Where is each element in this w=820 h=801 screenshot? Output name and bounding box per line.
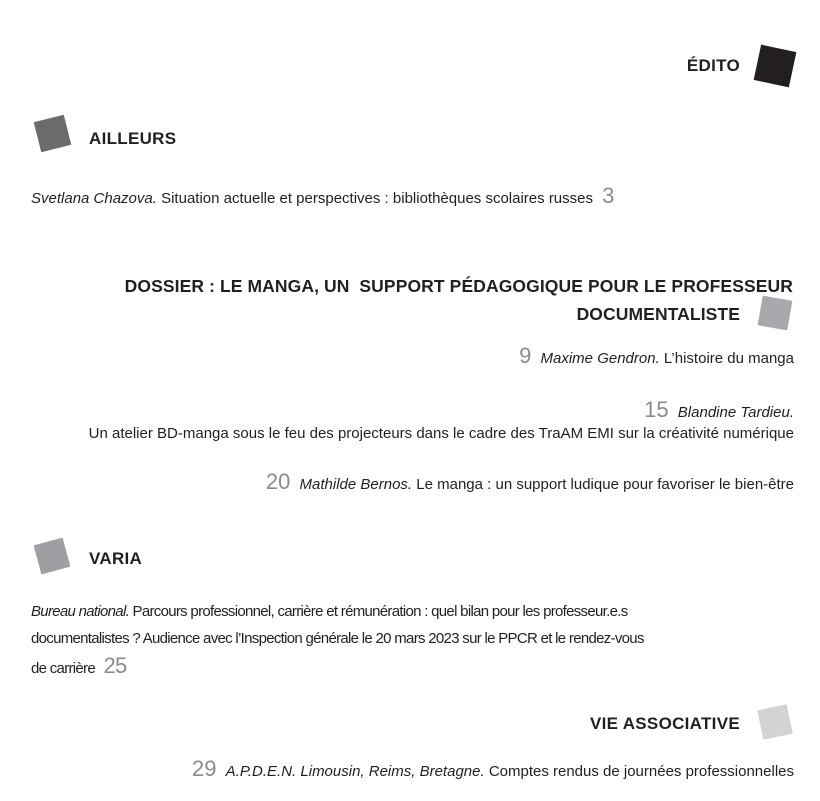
dossier-square-marker [758, 296, 793, 331]
entry-title: Situation actuelle et perspectives : bibliothèques scolaires russes [161, 190, 593, 207]
section-heading-vie-associative: VIE ASSOCIATIVE [590, 714, 740, 733]
toc-entry-dossier-3 [266, 469, 794, 498]
entry-title: Parcours professionnel, carrière et rémunération : quel bilan pour les professeur.e.s [132, 603, 628, 620]
section-heading-dossier-line1: DOSSIER : LE MANGA, UN SUPPORT PÉDAGOGIQUE POUR LE PROFESSEUR [124, 276, 793, 296]
section-heading-dossier-line2: DOCUMENTALISTE [576, 304, 740, 324]
entry-title: de carrière [31, 660, 95, 677]
varia-square-marker [34, 538, 71, 575]
entry-page-number: 9 [519, 343, 532, 368]
entry-author: A.P.D.E.N. Limousin, Reims, Bretagne. [225, 763, 485, 780]
entry-author: Mathilde Bernos. [299, 476, 413, 493]
edito-square-marker [754, 45, 797, 88]
entry-author: Bureau national. [31, 603, 130, 620]
entry-page-number: 15 [644, 397, 669, 422]
entry-line-2 [31, 625, 644, 652]
entry-title: L’histoire du manga [663, 350, 794, 367]
entry-author: Svetlana Chazova. [31, 190, 157, 207]
section-heading-edito: ÉDITO [686, 56, 740, 75]
toc-entry-dossier-2-titleline [89, 421, 794, 447]
entry-title: documentalistes ? Audience avec l’Inspection générale le 20 mars 2023 sur le PPCR et le rendez-vous [31, 630, 644, 647]
ailleurs-square-marker [34, 115, 72, 153]
entry-page-number: 20 [265, 469, 291, 494]
entry-page-number: 29 [191, 756, 217, 781]
vie-associative-square-marker [757, 704, 793, 740]
entry-page-number: 3 [602, 183, 615, 208]
entry-title: Comptes rendus de journées professionnelles [488, 763, 794, 780]
toc-entry-varia [31, 598, 644, 682]
entry-line-1 [31, 598, 644, 625]
section-heading-ailleurs: AILLEURS [89, 129, 177, 148]
entry-line-3 [31, 652, 644, 682]
entry-author: Maxime Gendron. [540, 350, 660, 367]
toc-entry-vie-associative [192, 756, 794, 785]
toc-entry-dossier-1 [519, 343, 794, 372]
section-heading-varia: VARIA [89, 549, 143, 568]
entry-page-number: 25 [103, 653, 127, 678]
entry-title: Le manga : un support ludique pour favoriser le bien-être [416, 476, 794, 493]
toc-entry-ailleurs [31, 183, 614, 212]
entry-title: Un atelier BD-manga sous le feu des projecteurs dans le cadre des TraAM EMI sur la créativité numérique [88, 425, 794, 442]
entry-author: Blandine Tardieu. [677, 404, 794, 421]
